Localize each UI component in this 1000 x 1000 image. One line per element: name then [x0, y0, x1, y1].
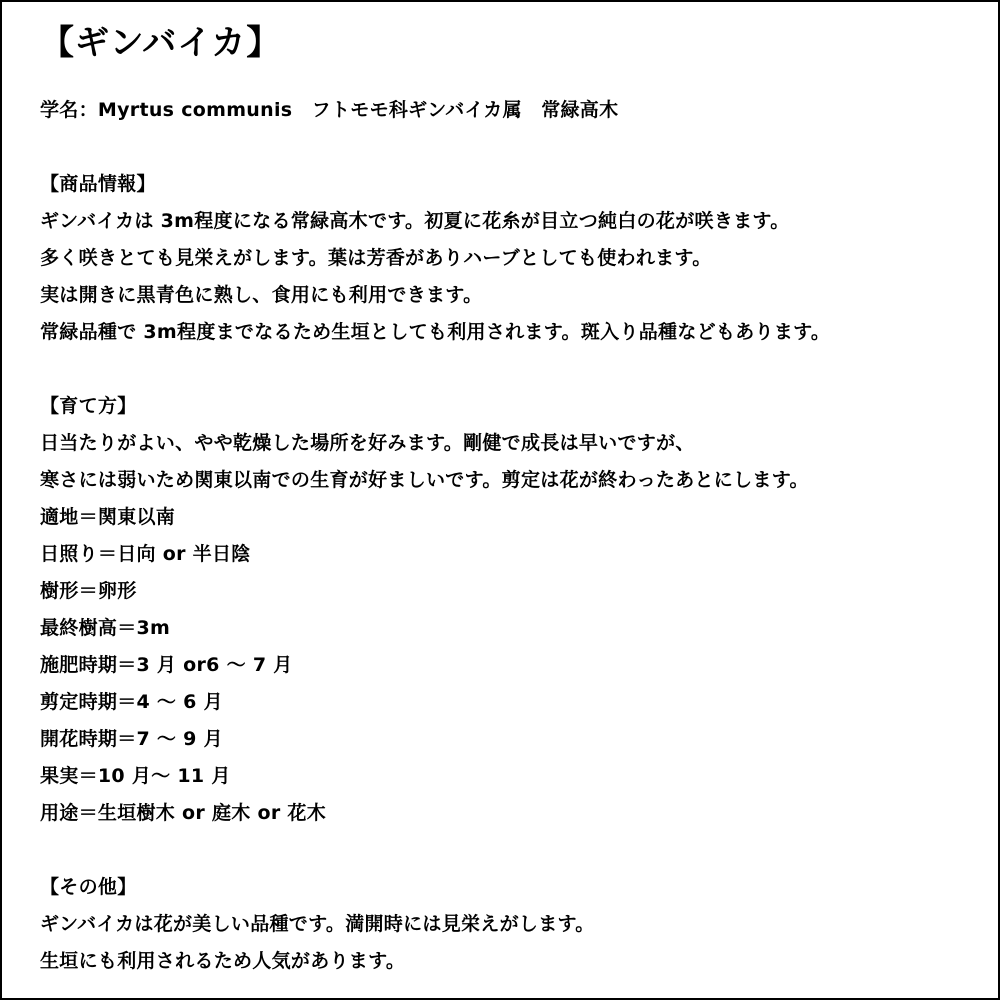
final-height: 最終樹高＝3m [40, 617, 171, 639]
how-to-grow-line: 日当たりがよい、やや乾燥した場所を好みます。剛健で成長は早いですが、 [40, 432, 695, 454]
section-gap [40, 351, 970, 388]
other-line: ギンバイカは花が美しい品種です。満開時には見栄えがします。 [40, 913, 595, 935]
page-title: 【ギンバイカ】 [40, 23, 282, 63]
usage: 用途＝生垣樹木 or 庭木 or 花木 [40, 802, 327, 824]
pruning-period: 剪定時期＝4 ～ 6 月 [40, 691, 223, 713]
product-info-line: 実は開きに黒青色に熟し、食用にも利用できます。 [40, 284, 483, 306]
how-to-grow-heading: 【育て方】 [40, 395, 137, 417]
section-gap [40, 832, 970, 869]
other-heading: 【その他】 [40, 876, 137, 898]
product-info-line: ギンバイカは 3m程度になる常緑高木です。初夏に花糸が目立つ純白の花が咲きます。 [40, 210, 790, 232]
fertilizing-period: 施肥時期＝3 月 or6 ～ 7 月 [40, 654, 293, 676]
product-info-line: 常緑品種で 3m程度までなるため生垣としても利用されます。斑入り品種などもあります。 [40, 321, 831, 343]
fruit-period: 果実＝10 月～ 11 月 [40, 765, 231, 787]
sunlight: 日照り＝日向 or 半日陰 [40, 543, 251, 565]
section-gap [40, 129, 970, 166]
suitable-region: 適地＝関東以南 [40, 506, 176, 528]
product-info-heading: 【商品情報】 [40, 173, 156, 195]
product-info-line: 多く咲きとても見栄えがします。葉は芳香がありハーブとしても使われます。 [40, 247, 712, 269]
scientific-name: 学名：Myrtus communis フトモモ科ギンバイカ属 常緑高木 [40, 99, 619, 121]
flowering-period: 開花時期＝7 ～ 9 月 [40, 728, 223, 750]
document-body [40, 20, 970, 980]
tree-shape: 樹形＝卵形 [40, 580, 137, 602]
how-to-grow-line: 寒さには弱いため関東以南での生育が好ましいです。剪定は花が終わったあとにします。 [40, 469, 809, 491]
other-line: 生垣にも利用されるため人気があります。 [40, 950, 406, 972]
